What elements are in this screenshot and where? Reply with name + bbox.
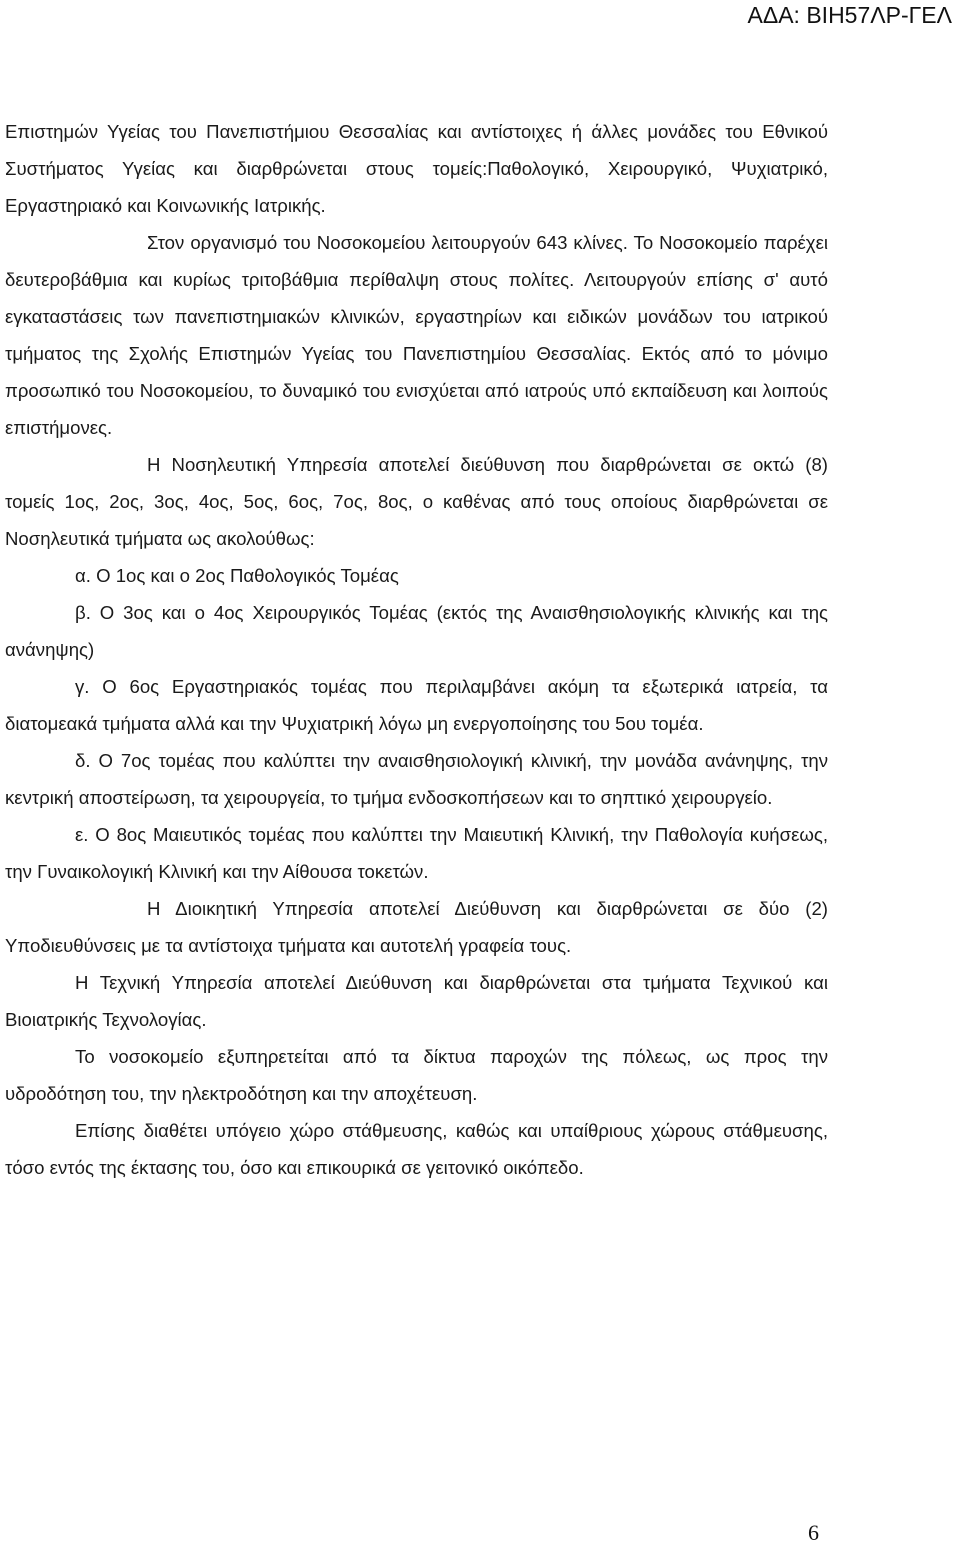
paragraph-2: Στον οργανισμό του Νοσοκομείου λειτουργούν 643 κλίνες. Το Νοσοκομείο παρέχει δευτεροβάθμια και κυρίως τριτοβάθμια περίθαλψη στους πολίτες. Λειτουργούν επίσης σ' αυτό εγκαταστάσεις των πανεπιστημιακών κλινικών, εργαστηρίων και ειδικών μονάδων του ιατρικού τμήματος της Σχολής Επιστημών Υγείας του Πανεπιστημίου Θεσσαλίας. Εκτός από το μόνιμο προσωπικό του Νοσοκομείου, το δυναμικό του ενισχύεται από ιατρούς υπό εκπαίδευση και λοιπούς επιστήμονες. — [5, 232, 828, 438]
paragraph-1: Επιστημών Υγείας του Πανεπιστήμιου Θεσσαλίας και αντίστοιχες ή άλλες μονάδες του Εθνικού Συστήματος Υγείας και διαρθρώνεται στους τομείς:Παθολογικό, Χειρουργικό, Ψυχιατρικό, Εργαστηριακό και Κοινωνικής Ιατρικής. — [5, 121, 828, 216]
list-item-e: ε. Ο 8ος Μαιευτικός τομέας που καλύπτει την Μαιευτική Κλινική, την Παθολογία κυήσεως, την Γυναικολογική Κλινική και την Αίθουσα τοκετών. — [5, 824, 828, 882]
list-item-b: β. Ο 3ος και ο 4ος Χειρουργικός Τομέας (εκτός της Αναισθησιολογικής κλινικής και της ανάνηψης) — [5, 602, 828, 660]
paragraph-3: Η Νοσηλευτική Υπηρεσία αποτελεί διεύθυνση που διαρθρώνεται σε οκτώ (8) τομείς 1ος, 2ος, 3ος, 4ος, 5ος, 6ος, 7ος, 8ος, ο καθένας από τους οποίους διαρθρώνεται σε Νοσηλευτικά τμήματα ως ακολούθως: — [5, 454, 828, 549]
document-code: ΑΔΑ: ΒΙΗ57ΛΡ-ΓΕΛ — [747, 2, 952, 28]
paragraph-6: Το νοσοκομείο εξυπηρετείται από τα δίκτυα παροχών της πόλεως, ως προς την υδροδότηση του, την ηλεκτροδότηση και την αποχέτευση. — [5, 1046, 828, 1104]
list-item-a: α. Ο 1ος και ο 2ος Παθολογικός Τομέας — [75, 565, 399, 586]
page-number: 6 — [808, 1520, 819, 1545]
list-item-c: γ. Ο 6ος Εργαστηριακός τομέας που περιλαμβάνει ακόμη τα εξωτερικά ιατρεία, τα διατομεακά τμήματα αλλά και την Ψυχιατρική λόγω μη ενεργοποίησης του 5ου τομέα. — [5, 676, 828, 734]
paragraph-7: Επίσης διαθέτει υπόγειο χώρο στάθμευσης, καθώς και υπαίθριους χώρους στάθμευσης, τόσο εντός της έκτασης του, όσο και επικουρικά σε γειτονικό οικόπεδο. — [5, 1120, 828, 1178]
paragraph-4: Η Διοικητική Υπηρεσία αποτελεί Διεύθυνση και διαρθρώνεται σε δύο (2) Υποδιευθύνσεις με τα αντίστοιχα τμήματα και αυτοτελή γραφεία τους. — [5, 898, 828, 956]
list-item-d: δ. Ο 7ος τομέας που καλύπτει την αναισθησιολογική κλινική, την μονάδα ανάνηψης, την κεντρική αποστείρωση, τα χειρουργεία, το τμήμα ενδοσκοπήσεων και το σηπτικό χειρουργείο. — [5, 750, 828, 808]
paragraph-5: Η Τεχνική Υπηρεσία αποτελεί Διεύθυνση και διαρθρώνεται στα τμήματα Τεχνικού και Βιοιατρικής Τεχνολογίας. — [5, 972, 828, 1030]
document-body — [5, 113, 828, 1186]
